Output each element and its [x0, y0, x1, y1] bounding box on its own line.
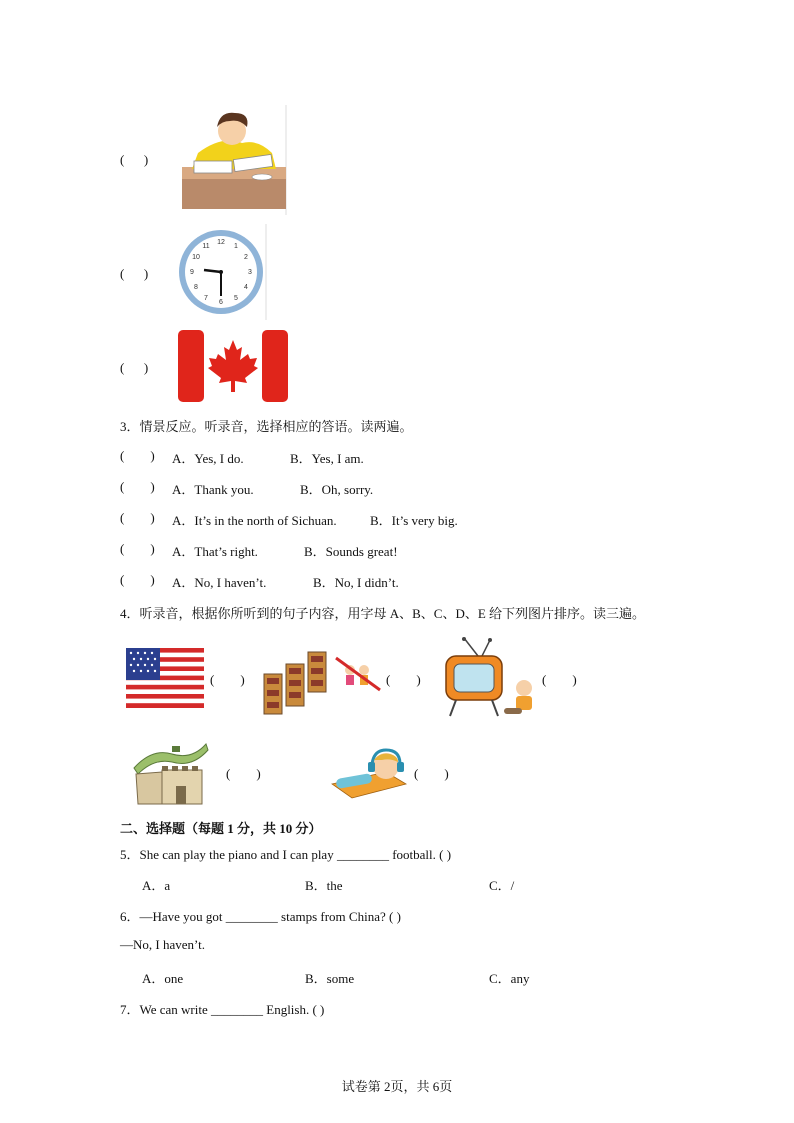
bookshelves-no-children-icon — [262, 646, 382, 716]
option-a[interactable]: A．one — [142, 971, 184, 986]
answer-blank[interactable]: ( ) — [120, 266, 149, 281]
option-a: A．Yes, I do. — [172, 451, 244, 466]
great-wall-icon — [132, 738, 210, 808]
canada-flag-icon — [178, 330, 288, 402]
svg-text:7: 7 — [204, 295, 208, 302]
part-2-heading: 二、选择题（每题 1 分，共 10 分） — [120, 821, 322, 836]
option-b: B．It’s very big. — [370, 513, 458, 528]
answer-blank[interactable]: ( ) — [120, 152, 149, 167]
answer-blank[interactable]: ( ) — [386, 672, 421, 687]
svg-text:12: 12 — [217, 239, 225, 246]
answer-blank[interactable]: ( ) — [210, 672, 245, 687]
svg-text:6: 6 — [219, 299, 223, 306]
option-a: A．Thank you. — [172, 482, 254, 497]
svg-text:10: 10 — [192, 254, 200, 261]
svg-text:5: 5 — [234, 295, 238, 302]
option-b: B．Sounds great! — [304, 544, 398, 559]
clock-icon — [176, 224, 268, 320]
girl-with-headphones-icon — [328, 744, 410, 800]
svg-text:4: 4 — [244, 284, 248, 291]
tv-and-child-icon — [442, 636, 540, 724]
answer-blank[interactable]: ( ) — [414, 766, 449, 781]
boy-reading-at-desk-icon — [180, 105, 288, 215]
option-b: B．No, I didn’t. — [313, 575, 399, 590]
answer-blank[interactable]: ( ) — [226, 766, 261, 781]
option-c[interactable]: C．any — [489, 971, 530, 986]
svg-text:3: 3 — [248, 269, 252, 276]
option-a[interactable]: A．a — [142, 878, 171, 893]
answer-blank[interactable]: ( ) — [542, 672, 577, 687]
question-7-stem: 7．We can write ________ English. ( ) — [120, 1002, 325, 1017]
option-a: A．It’s in the north of Sichuan. — [172, 513, 337, 528]
option-c[interactable]: C．/ — [489, 878, 515, 893]
svg-text:8: 8 — [194, 284, 198, 291]
option-b: B．Oh, sorry. — [300, 482, 374, 497]
page-footer: 试卷第 2页，共 6页 — [341, 1079, 453, 1094]
question-6-reply: —No, I haven’t. — [120, 937, 205, 952]
option-b[interactable]: B．the — [305, 878, 343, 893]
svg-text:9: 9 — [190, 269, 194, 276]
answer-blank[interactable]: ( ) — [120, 510, 155, 525]
answer-blank[interactable]: ( ) — [120, 360, 149, 375]
answer-blank[interactable]: ( ) — [120, 479, 155, 494]
option-b: B．Yes, I am. — [290, 451, 364, 466]
answer-blank[interactable]: ( ) — [120, 448, 155, 463]
svg-text:1: 1 — [234, 243, 238, 250]
option-a: A．That’s right. — [172, 544, 258, 559]
svg-text:2: 2 — [244, 254, 248, 261]
option-a: A．No, I haven’t. — [172, 575, 267, 590]
svg-text:11: 11 — [202, 243, 210, 250]
answer-blank[interactable]: ( ) — [120, 572, 155, 587]
usa-flag-icon — [126, 648, 204, 708]
question-5-stem: 5．She can play the piano and I can play ________ football. ( ) — [120, 847, 452, 862]
section-4-title: 4．听录音，根据你所听到的句子内容，用字母 A、B、C、D、E 给下列图片排序。读三遍。 — [120, 606, 646, 621]
section-3-title: 3．情景反应。听录音，选择相应的答语。读两遍。 — [120, 419, 413, 434]
option-b[interactable]: B．some — [305, 971, 355, 986]
question-6-stem: 6．—Have you got ________ stamps from China? ( ) — [120, 909, 401, 924]
answer-blank[interactable]: ( ) — [120, 541, 155, 556]
